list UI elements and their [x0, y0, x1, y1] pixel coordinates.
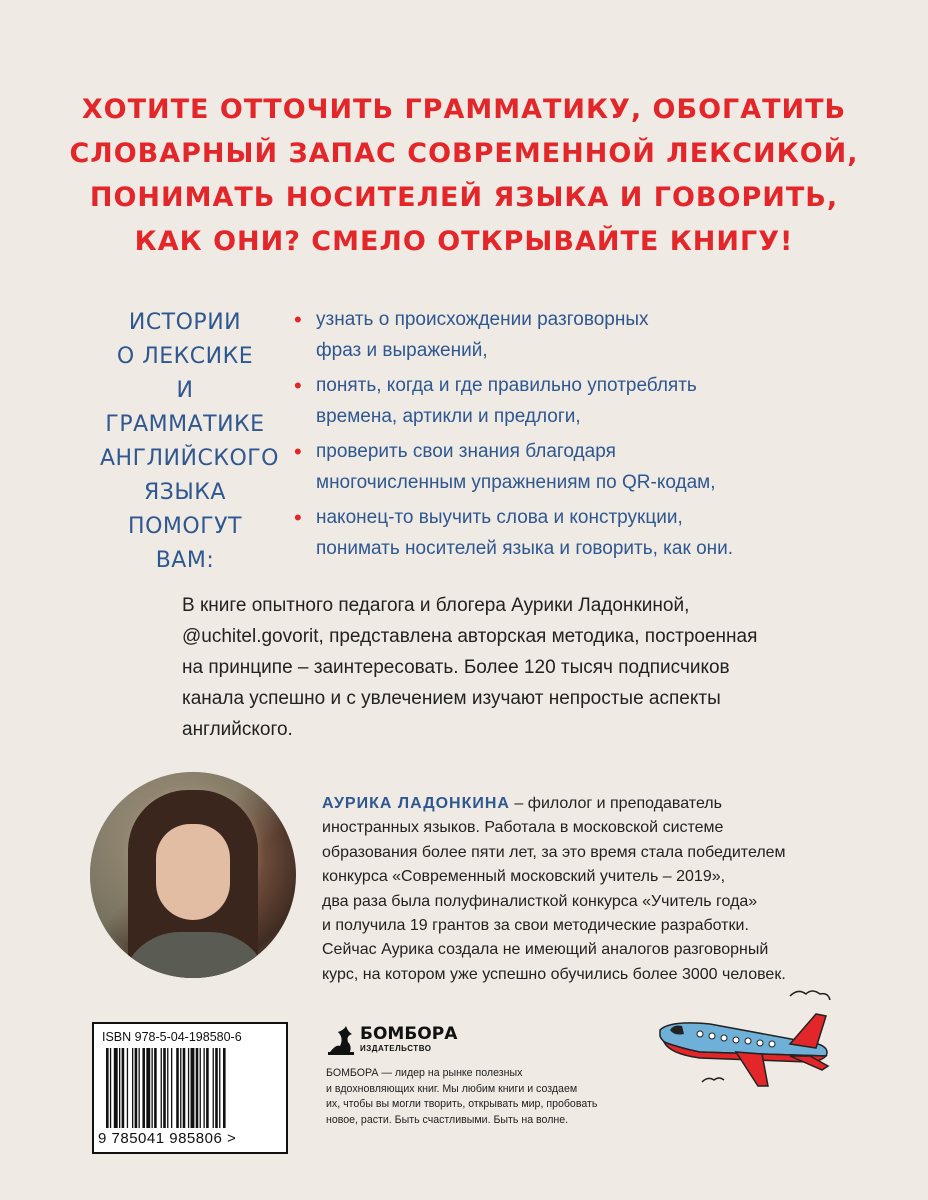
- side-title-line: ВАМ:: [155, 548, 215, 573]
- list-item-line: проверить свои знания благодаря: [316, 441, 616, 462]
- list-item-line: понимать носителей языка и говорить, как они.: [316, 538, 734, 559]
- side-title-line: ИСТОРИИ: [128, 310, 242, 335]
- barcode-bar: [139, 1048, 140, 1128]
- intro-line: @uchitel.govorit, представлена авторская методика, построенная: [182, 626, 758, 647]
- bullet-dot-icon: •: [294, 439, 302, 464]
- author-bio-line: курс, на котором уже успешно обучились более 3000 человек.: [322, 965, 786, 983]
- barcode-bar: [200, 1048, 201, 1128]
- barcode-bar: [206, 1048, 209, 1128]
- barcode-bar: [163, 1048, 166, 1128]
- barcode-number: 9 785041 985806 >: [98, 1130, 237, 1147]
- publisher-line: и вдохновляющих книг. Мы любим книги и создаем: [326, 1082, 578, 1095]
- side-title: [100, 306, 279, 578]
- author-bio-first-line: – филолог и преподаватель: [509, 795, 722, 812]
- publisher-line: новое, расти. Быть счастливыми. Быть на волне.: [326, 1113, 569, 1126]
- list-item: [294, 502, 854, 564]
- barcode-bar: [106, 1048, 109, 1128]
- barcode-bar: [161, 1048, 162, 1128]
- author-bio-line: конкурса «Современный московский учитель – 2019»,: [322, 868, 726, 886]
- author-bio-line: [322, 792, 882, 816]
- list-item-line: узнать о происхождении разговорных: [316, 309, 649, 330]
- intro-line: английского.: [182, 719, 293, 740]
- author-photo: [90, 772, 296, 978]
- publisher-logo: [326, 1022, 466, 1058]
- publisher-blurb: [326, 1066, 636, 1128]
- barcode-bar: [127, 1048, 128, 1128]
- barcode-bar: [142, 1048, 145, 1128]
- author-bio: [322, 792, 882, 987]
- barcode-bar: [152, 1048, 153, 1128]
- barcode-bar: [122, 1048, 125, 1128]
- barcode-bar: [114, 1048, 118, 1128]
- headline-line: ПОНИМАТЬ НОСИТЕЛЕЙ ЯЗЫКА И ГОВОРИТЬ,: [89, 182, 839, 213]
- list-item-line: фраз и выражений,: [316, 340, 488, 361]
- barcode-bar: [110, 1048, 111, 1128]
- barcode-bar: [204, 1048, 205, 1128]
- logo-subtitle: ИЗДАТЕЛЬСТВО: [360, 1044, 432, 1053]
- barcode-bar: [132, 1048, 133, 1128]
- barcode-bars: [102, 1048, 278, 1128]
- intro-line: В книге опытного педагога и блогера Аурики Ладонкиной,: [182, 595, 690, 616]
- barcode-bar: [223, 1048, 226, 1128]
- list-item-line: понять, когда и где правильно употреблять: [316, 375, 697, 396]
- barcode-bar: [119, 1048, 120, 1128]
- barcode-bar: [188, 1048, 189, 1128]
- author-bio-line: два раза была полуфиналисткой конкурса «Учитель года»: [322, 892, 758, 910]
- barcode-bar: [146, 1048, 150, 1128]
- barcode-bar: [135, 1048, 138, 1128]
- author-bio-line: Сейчас Аурика создала не имеющий аналогов разговорный: [322, 941, 769, 959]
- logo-word: БОМБОРА: [360, 1024, 458, 1044]
- barcode-bar: [167, 1048, 168, 1128]
- list-item: [294, 370, 854, 432]
- headline-line: СЛОВАРНЫЙ ЗАПАС СОВРЕМЕННОЙ ЛЕКСИКОЙ,: [69, 138, 859, 169]
- side-title-line: ПОМОГУТ: [128, 514, 242, 539]
- barcode-bar: [180, 1048, 181, 1128]
- bullet-dot-icon: •: [294, 373, 302, 398]
- barcode-bar: [213, 1048, 214, 1128]
- publisher-line: их, чтобы вы могли творить, открывать мир, пробовать: [326, 1098, 598, 1110]
- barcode-bar: [191, 1048, 195, 1128]
- barcode-bar: [171, 1048, 172, 1128]
- list-item: [294, 304, 854, 366]
- list-item-line: многочисленным упражнениям по QR-кодам,: [316, 472, 716, 493]
- barcode-bar: [183, 1048, 186, 1128]
- side-title-line: И ГРАММАТИКЕ: [105, 378, 265, 437]
- photo-face: [156, 824, 230, 920]
- author-bio-line: и получила 19 грантов за свои методические разработки.: [322, 917, 749, 935]
- barcode-bar: [215, 1048, 218, 1128]
- list-item-line: наконец-то выучить слова и конструкции,: [316, 507, 683, 528]
- rider-logo-icon: [326, 1022, 356, 1056]
- list-item-line: времена, артикли и предлоги,: [316, 406, 581, 427]
- bullet-dot-icon: •: [294, 505, 302, 530]
- barcode-bar: [154, 1048, 157, 1128]
- side-title-line: ЯЗЫКА: [144, 480, 226, 505]
- headline: [0, 88, 928, 264]
- side-title-line: АНГЛИЙСКОГО: [100, 446, 279, 471]
- bullet-dot-icon: •: [294, 307, 302, 332]
- airplane-icon: [640, 986, 880, 1106]
- benefits-list: [294, 304, 854, 568]
- barcode-box: [92, 1022, 288, 1154]
- intro-line: на принципе – заинтересовать. Более 120 тысяч подписчиков: [182, 657, 730, 678]
- list-item: [294, 436, 854, 498]
- isbn-label: ISBN 978-5-04-198580-6: [102, 1030, 242, 1044]
- intro-paragraph: [182, 590, 882, 745]
- barcode-bar: [196, 1048, 199, 1128]
- publisher-line: БОМБОРА — лидер на рынке полезных: [326, 1067, 523, 1079]
- author-bio-line: иностранных языков. Работала в московской системе: [322, 819, 724, 837]
- author-bio-line: образования более пяти лет, за это время стала победителем: [322, 843, 786, 861]
- side-title-line: О ЛЕКСИКЕ: [116, 344, 254, 369]
- intro-line: канала успешно и с увлечением изучают непростые аспекты: [182, 688, 721, 709]
- headline-line: ХОТИТЕ ОТТОЧИТЬ ГРАММАТИКУ, ОБОГАТИТЬ: [81, 94, 847, 125]
- author-name: АУРИКА ЛАДОНКИНА: [322, 795, 510, 812]
- headline-line: КАК ОНИ? СМЕЛО ОТКРЫВАЙТЕ КНИГУ!: [134, 226, 794, 257]
- barcode-bar: [176, 1048, 179, 1128]
- barcode-bar: [219, 1048, 220, 1128]
